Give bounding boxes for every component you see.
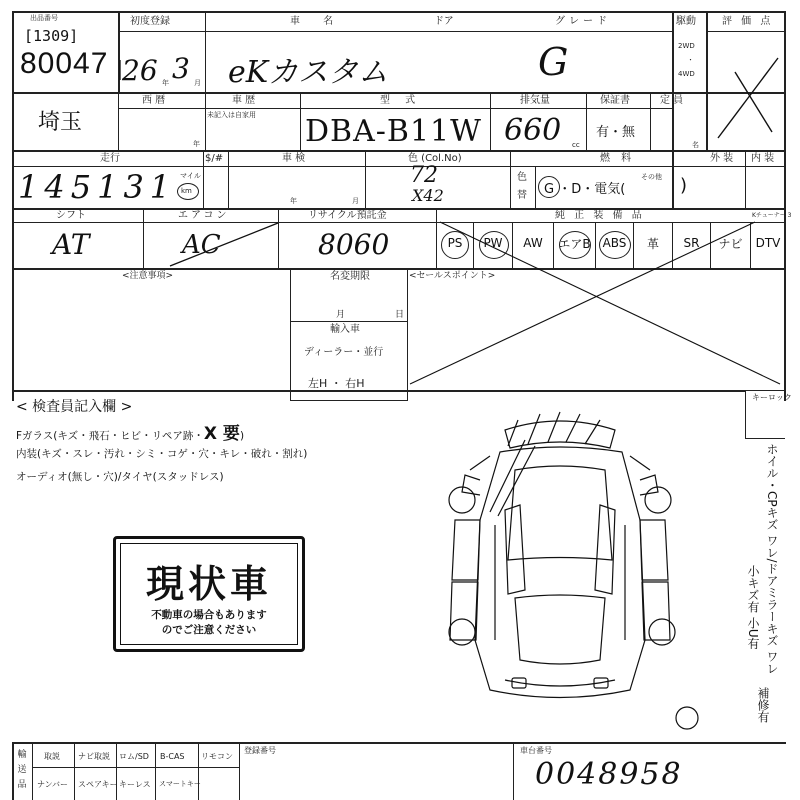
- era-label: 西 暦: [142, 95, 166, 106]
- lot-label: 出品番号: [30, 14, 58, 22]
- mileage: 145131: [18, 168, 177, 206]
- stamp-sub-1: 不動車の場合もあります: [151, 609, 267, 621]
- model-label: 型 式: [380, 95, 422, 106]
- interior-label: 内 装: [751, 153, 775, 164]
- displacement-label: 排気量: [520, 95, 550, 106]
- first-reg-year: 26: [122, 54, 158, 87]
- displacement: 660: [504, 113, 562, 148]
- mileage-label: 走行: [100, 153, 120, 164]
- shift-label: シフト: [56, 210, 86, 221]
- equip-leather: 革: [646, 236, 659, 251]
- drive-label: 駆動: [676, 16, 696, 27]
- exterior-label: 外 装: [710, 153, 734, 164]
- vertical-note-2: 小キズ有 小U有: [746, 565, 760, 650]
- vertical-note-3: 補修有: [756, 687, 770, 723]
- footer-item-smart-key: スマートキー: [159, 780, 201, 788]
- inspection-label: 車 検: [282, 153, 306, 164]
- equip-airbag: エアB: [558, 236, 591, 251]
- inspector-line2: 内装(キズ・スレ・汚れ・シミ・コゲ・穴・キレ・破れ・割れ): [16, 448, 308, 460]
- equip-pw: PW: [483, 236, 503, 250]
- first-reg-label: 初度登録: [130, 16, 170, 27]
- stamp-main: 現状車: [145, 562, 272, 606]
- caution-label: <注意事項>: [122, 271, 174, 281]
- capacity-label: 定 員: [660, 95, 684, 106]
- model-code: DBA-B11W: [305, 114, 482, 149]
- aircon-label: エアコン: [178, 210, 230, 221]
- notes-cross-mark: [410, 222, 780, 384]
- grade-label: グレード: [555, 16, 611, 27]
- car-name-label: 車 名: [290, 16, 344, 27]
- equip-aw: AW: [523, 236, 543, 250]
- footer-item-remote: リモコン: [201, 752, 233, 761]
- recycle: 8060: [318, 228, 390, 261]
- rating-cross-mark: [718, 58, 778, 138]
- footer-item-keyless: キーレス: [119, 780, 151, 789]
- equip-abs: ABS: [602, 236, 627, 250]
- inspector-title: < 検査員記入欄 >: [16, 399, 133, 415]
- transfer-label: 名変期限: [330, 271, 370, 282]
- equip-sr: SR: [683, 236, 700, 250]
- equip-ps: PS: [447, 236, 463, 250]
- auction-number: [1309]: [24, 27, 79, 45]
- sales-point-label: <セールスポイント>: [409, 271, 496, 281]
- steering-options: 左H ・ 右H: [308, 377, 365, 390]
- footer-item-bcas: B-CAS: [160, 752, 185, 761]
- shift: AT: [52, 228, 90, 261]
- prefecture: 埼玉: [38, 110, 83, 135]
- keyless-label: キーロック: [752, 393, 792, 402]
- rating-label: 評 価 点: [722, 16, 774, 27]
- car-name: eKカスタム: [228, 55, 389, 90]
- sdollar-label: $/#: [205, 153, 224, 164]
- door-label: ドア: [434, 16, 454, 27]
- footer-item-navi-manual: ナビ取説: [78, 752, 110, 761]
- inspector-line3: オーディオ(無し・穴)/タイヤ(スタッドレス): [16, 471, 224, 483]
- drive-4wd: 4WD: [678, 70, 695, 78]
- fuel-options: G ・D・電気(: [544, 182, 626, 197]
- car-diagram: [449, 412, 698, 729]
- fuel-label: 燃 料: [600, 153, 636, 164]
- import-options: ディーラー・並行: [304, 347, 384, 358]
- history-label: 車 歴: [232, 95, 256, 106]
- vertical-note-1: ホイル・CPキズ ワレ/ドアミラーキズ ワレ: [765, 443, 779, 675]
- footer-side-label: 輸送品: [17, 750, 27, 790]
- color-code-2: X42: [412, 186, 444, 205]
- first-reg-month: 3: [172, 52, 190, 85]
- import-label: 輸入車: [330, 324, 360, 335]
- equip-navi: ナビ: [718, 236, 743, 251]
- equipment-label: 純 正 装 備 品: [555, 210, 645, 221]
- lot-number: 80047: [20, 47, 109, 80]
- warranty-label: 保証書: [600, 95, 630, 106]
- frame-label: 車台番号: [520, 746, 552, 755]
- color-label: 色 (Col.No): [408, 153, 462, 164]
- footer-item-spare-key: スペアキー: [78, 780, 118, 789]
- history-note: 未記入は自家用: [207, 111, 256, 119]
- recycle-label: リサイクル預託金: [308, 210, 387, 221]
- color-code: 72: [410, 163, 438, 188]
- footer-item-rom-sd: ロム/SD: [119, 752, 149, 761]
- stamp-sub-2: のでご注意ください: [161, 624, 257, 636]
- inspector-line1: Fガラス(キズ・飛石・ヒビ・リペア跡・X 要): [16, 424, 245, 444]
- aircon-strike: [170, 223, 278, 266]
- aircon: AC: [182, 230, 221, 260]
- warranty: 有・無: [596, 125, 636, 140]
- register-label: 登録番号: [244, 746, 276, 755]
- drive-2wd: 2WD: [678, 42, 695, 50]
- frame-number: 0048958: [535, 757, 683, 792]
- grade: G: [538, 40, 569, 84]
- footer-item-plate: ナンバー: [37, 780, 69, 789]
- footer-item-manual: 取説: [44, 752, 60, 761]
- equip-dtv: DTV: [755, 236, 781, 250]
- glass-repair-mark: X 要: [203, 424, 240, 444]
